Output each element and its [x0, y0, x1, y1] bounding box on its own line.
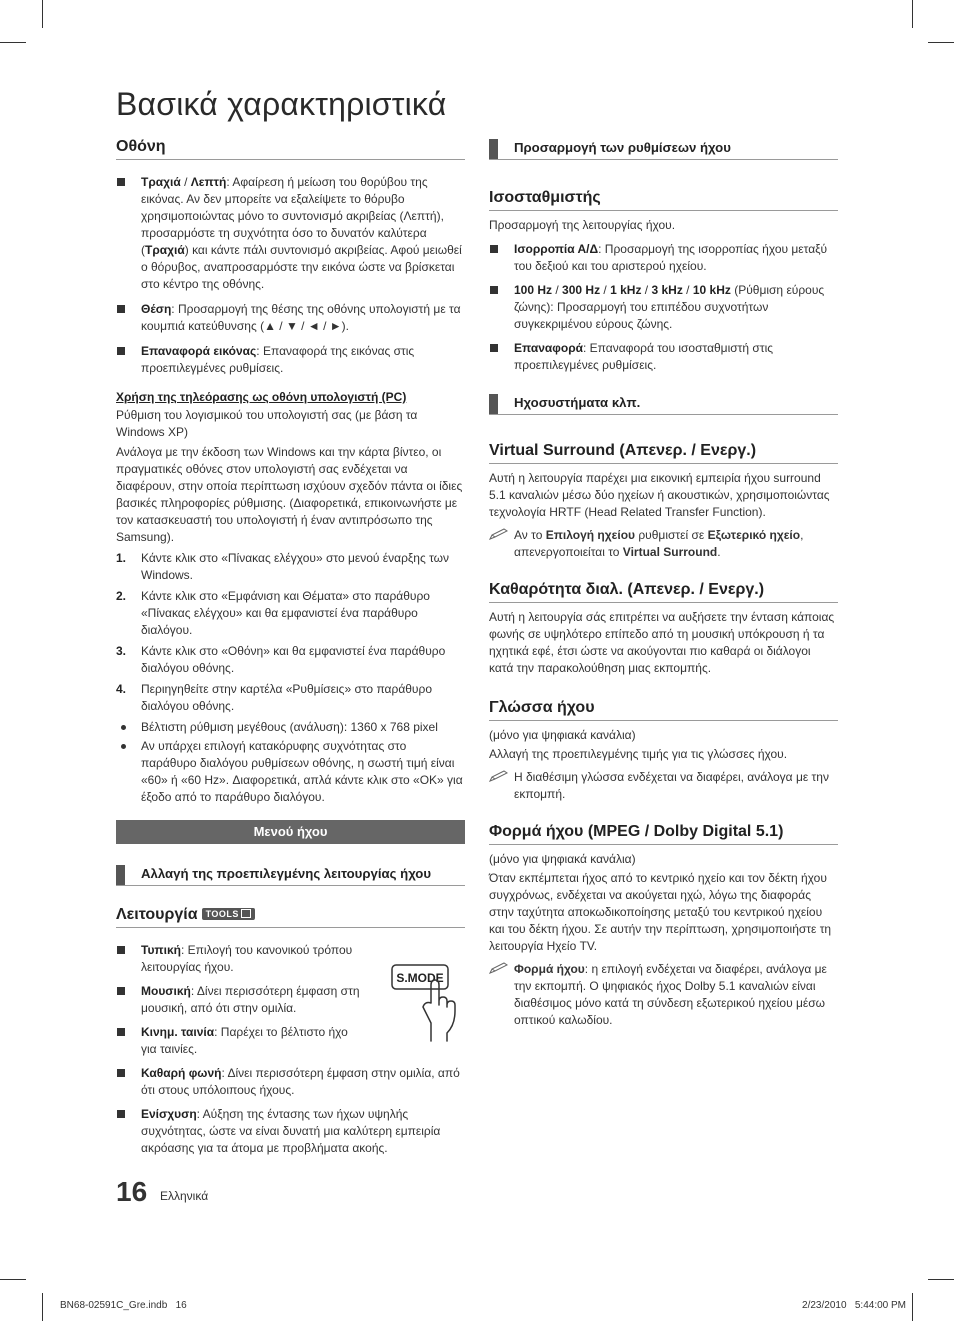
pc-intro-1: Ρύθμιση του λογισμικού του υπολογιστή σας (με βάση τα Windows XP): [116, 408, 418, 439]
note-pencil-icon: [489, 962, 511, 974]
square-bullet-icon: [117, 1028, 125, 1036]
crop-mark: [0, 42, 26, 43]
print-file-info: BN68-02591C_Gre.indb 16: [60, 1300, 187, 1311]
audio-language-line-1: (μόνο για ψηφιακά κανάλια): [489, 728, 636, 742]
virtual-surround-note: Αν το Επιλογή ηχείου ρυθμιστεί σε Εξωτερικό ηχείο, απενεργοποιείται το Virtual Surround.: [489, 527, 838, 561]
mode-item-movie: Κινημ. ταινία: Παρέχει το βέλτιστο ήχο για ταινίες.: [116, 1024, 366, 1058]
pc-usage-heading: Χρήση της τηλεόρασης ως οθόνη υπολογιστή (PC): [116, 390, 407, 404]
section-bar-icon: [116, 865, 125, 885]
print-date-info: 2/23/2010 5:44:00 PM: [802, 1300, 906, 1311]
screen-item-coarse-fine: Τραχιά / Λεπτή: Αφαίρεση ή μείωση του θορύβου της εικόνας. Αν δεν μπορείτε να εξαλείψετε το θόρυβο χρησιμοποιώντας μόνο το συντονισμό ακριβείας (Λεπτή), προσαρμόστε τη συχνότητα όσο το δυνατόν καλύτερα (Τραχιά) και κάντε πάλι συντονισμό ακριβείας. Αφού μειωθεί ο θόρυβος, αναπροσαρμόστε την εικόνα ώστε να βρίσκεται στο κέντρο της οθόνης.: [116, 174, 465, 293]
page-number: 16: [116, 1176, 148, 1207]
eq-item-balance: Ισορροπία Α/Δ: Προσαρμογή της ισορροπίας ήχου μεταξύ του δεξιού και του αριστερού ηχείου.: [489, 241, 838, 275]
note-pencil-icon: [489, 770, 511, 782]
screen-heading: Οθόνη: [116, 138, 465, 160]
dot-item: Βέλτιστη ρύθμιση μεγέθους (ανάλυση): 1360 x 768 pixel: [116, 719, 465, 736]
screen-item-image-reset: Επαναφορά εικόνας: Επαναφορά της εικόνας στις προεπιλεγμένες ρυθμίσεις.: [116, 343, 465, 377]
crop-mark: [912, 0, 913, 28]
section-bar-icon: [489, 139, 498, 159]
section-bar-icon: [489, 394, 498, 414]
audio-format-line-1: (μόνο για ψηφιακά κανάλια): [489, 852, 636, 866]
function-heading: Λειτουργία TOOLS: [116, 906, 465, 928]
audio-language-heading: Γλώσσα ήχου: [489, 699, 838, 721]
tools-icon: TOOLS: [202, 908, 255, 920]
smode-remote-button-icon: [391, 963, 466, 1043]
screen-item-position: Θέση: Προσαρμογή της θέσης της οθόνης υπολογιστή με τα κουμπιά κατεύθυνσης (▲ / ▼ / ◄ / ►).: [116, 301, 465, 335]
step-item: 1. Κάντε κλικ στο «Πίνακας ελέγχου» στο μενού έναρξης των Windows.: [116, 551, 450, 582]
square-bullet-icon: [117, 305, 125, 313]
square-bullet-icon: [117, 178, 125, 186]
virtual-surround-heading: Virtual Surround (Απενερ. / Ενεργ.): [489, 442, 838, 464]
audio-format-text: Όταν εκπέμπεται ήχος από το κεντρικό ηχείο και τον δέκτη ήχου συγχρόνως, ενδέχεται να ακούγεται ηχώ, λόγω της διαφοράς στην ταχύτητα αποκωδικοποίησης μεταξύ του κεντρικού ηχείου και του δέκτη ήχου. Σε αυτήν την περίπτωση, χρησιμοποιήστε τη λειτουργία Ηχείο TV.: [489, 871, 832, 953]
step-item: 2. Κάντε κλικ στο «Εμφάνιση και Θέματα» στο παράθυρο «Πίνακας ελέγχου» και θα εμφανιστεί ένα παράθυρο διαλόγου.: [116, 589, 430, 637]
left-column: [116, 138, 465, 1157]
dot-item: Αν υπάρχει επιλογή κατακόρυφης συχνότητας στο παράθυρο διαλόγου ρυθμίσεων οθόνης, η σωστή τιμή είναι «60» ή «60 Hz». Διαφορετικά, απλά κάντε κλικ στο «OK» για έξοδο από το παράθυρο διαλόγου.: [116, 738, 465, 806]
crop-mark: [928, 42, 954, 43]
square-bullet-icon: [490, 245, 498, 253]
crop-mark: [0, 1279, 26, 1280]
equalizer-heading: Ισοσταθμιστής: [489, 189, 838, 211]
crop-mark: [928, 1279, 954, 1280]
eq-item-reset: Επαναφορά: Επαναφορά του ισοσταθμιστή στις προεπιλεγμένες ρυθμίσεις.: [489, 340, 838, 374]
square-bullet-icon: [117, 987, 125, 995]
step-item: 3. Κάντε κλικ στο «Οθόνη» και θα εμφανιστεί ένα παράθυρο διαλόγου οθόνης.: [116, 644, 446, 675]
smode-label: S.MODE: [396, 971, 444, 985]
virtual-surround-text: Αυτή η λειτουργία παρέχει μια εικονική εμπειρία ήχου surround 5.1 καναλιών μέσω δύο ηχείων ή ακουστικών, χρησιμοποιώντας τεχνολογία HRTF (Head Related Transfer Function).: [489, 471, 830, 519]
dialog-clarity-text: Αυτή η λειτουργία σάς επιτρέπει να αυξήσετε την ένταση κάποιας φωνής σε υψηλότερο επίπεδο από τη μουσική υπόκρουση ή τα ηχητικά εφέ, έτσι ώστε να ακούγονται πιο καθαρά οι διάλογοι κατά την παρακολούθηση μιας εκπομπής.: [489, 610, 835, 675]
mode-item-clear-voice: Καθαρή φωνή: Δίνει περισσότερη έμφαση στην ομιλία, από ότι στους υπόλοιπους ήχους.: [116, 1065, 465, 1099]
square-bullet-icon: [117, 1110, 125, 1118]
crop-mark: [912, 1293, 913, 1321]
sound-menu-bar: Μενού ήχου: [116, 820, 465, 844]
change-mode-heading: Αλλαγή της προεπιλεγμένης λειτουργίας ήχου: [116, 864, 465, 886]
crop-mark: [42, 1293, 43, 1321]
sound-systems-heading: Ηχοσυστήματα κλπ.: [489, 393, 838, 415]
equalizer-intro: Προσαρμογή της λειτουργίας ήχου.: [489, 218, 676, 232]
pc-intro-2: Ανάλογα με την έκδοση των Windows και την κάρτα βίντεο, οι πραγματικές οθόνες στον υπολογιστή σας ενδέχεται να διαφέρουν, στην οποία περίπτωση ισχύουν σχεδόν πάντα οι ίδιες βασικές πληροφορίες ρύθμισης. (Διαφορετικά, επικοινωνήστε με τον κατασκευαστή του υπολογιστή ή έναν αντιπρόσωπο της Samsung).: [116, 445, 463, 544]
square-bullet-icon: [490, 344, 498, 352]
dot-bullet-icon: [121, 725, 126, 730]
square-bullet-icon: [117, 946, 125, 954]
dialog-clarity-heading: Καθαρότητα διαλ. (Απενερ. / Ενεργ.): [489, 581, 838, 603]
eq-item-bands: 100 Hz / 300 Hz / 1 kHz / 3 kHz / 10 kHz (Ρύθμιση εύρους ζώνης): Προσαρμογή του επιπέδου συχνοτήτων συγκεκριμένου εύρους ζώνης.: [489, 282, 838, 333]
note-pencil-icon: [489, 528, 511, 540]
adjust-sound-heading: Προσαρμογή των ρυθμίσεων ήχου: [489, 138, 838, 160]
footer-language: Ελληνικά: [160, 1189, 209, 1203]
square-bullet-icon: [117, 1069, 125, 1077]
dot-bullet-icon: [121, 744, 126, 749]
step-item: 4. Περιηγηθείτε στην καρτέλα «Ρυθμίσεις» στο παράθυρο διαλόγου οθόνης.: [116, 682, 432, 713]
right-column: [489, 138, 838, 1029]
square-bullet-icon: [490, 286, 498, 294]
audio-format-heading: Φορμά ήχου (MPEG / Dolby Digital 5.1): [489, 823, 838, 845]
square-bullet-icon: [117, 347, 125, 355]
audio-format-note: Φορμά ήχου: η επιλογή ενδέχεται να διαφέρει, ανάλογα με την εκπομπή. Ο ψηφιακός ήχος Dolby 5.1 καναλιών είναι διαθέσιμος μόνο κατά τη σύνδεση εξωτερικού ηχείου μέσω οπτικού καλωδίου.: [489, 961, 838, 1029]
mode-item-music: Μουσική: Δίνει περισσότερη έμφαση στη μουσική, από ότι στην ομιλία.: [116, 983, 366, 1017]
audio-language-note: Η διαθέσιμη γλώσσα ενδέχεται να διαφέρει, ανάλογα με την εκπομπή.: [489, 769, 838, 803]
mode-item-standard: Τυπική: Επιλογή του κανονικού τρόπου λειτουργίας ήχου.: [116, 942, 366, 976]
crop-mark: [42, 0, 43, 28]
mode-item-amplify: Ενίσχυση: Αύξηση της έντασης των ήχων υψηλής συχνότητας, ώστε να είναι δυνατή μια καλύτερη εμπειρία ακρόασης για τα άτομα με προβλήματα ακοής.: [116, 1106, 465, 1157]
audio-language-line-2: Αλλαγή της προεπιλεγμένης τιμής για τις γλώσσες ήχου.: [489, 747, 788, 761]
page-title: Βασικά χαρακτηριστικά: [116, 86, 447, 122]
